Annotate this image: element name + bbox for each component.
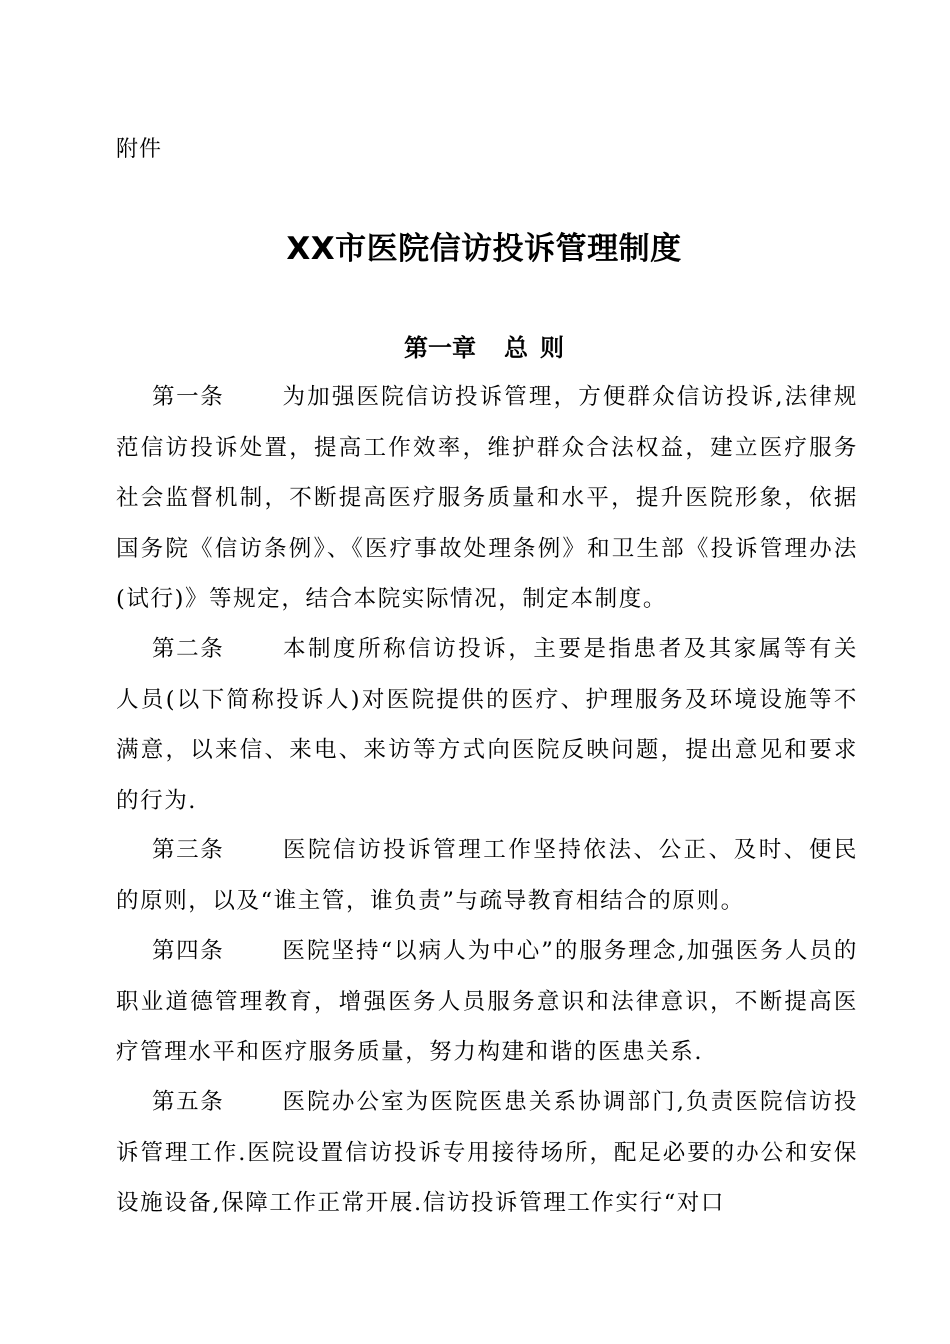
chapter-name-part1: 总 bbox=[504, 334, 528, 362]
chapter-number: 第一章 bbox=[404, 334, 476, 362]
chapter-name-part2: 则 bbox=[540, 334, 564, 362]
article-text: 医院办公室为医院医患关系协调部门,负责医院信访投诉管理工作.医院设置信访投诉专用接待场所，配足必要的办公和安保设施设备,保障工作正常开展.信访投诉管理工作实行“对口 bbox=[116, 1089, 858, 1216]
article-number: 第一条 bbox=[152, 384, 225, 410]
article-number: 第二条 bbox=[152, 636, 225, 662]
article-text: 医院信访投诉管理工作坚持依法、公正、及时、便民的原则，以及“谁主管，谁负责”与疏导教育相结合的原则。 bbox=[116, 837, 858, 914]
article-text: 本制度所称信访投诉，主要是指患者及其家属等有关人员(以下简称投诉人)对医院提供的医疗、护理服务及环境设施等不满意，以来信、来电、来访等方式向医院反映问题，提出意见和要求的行为. bbox=[116, 636, 858, 814]
article-5 bbox=[116, 1077, 858, 1229]
document-title: XX市医院信访投诉管理制度 bbox=[286, 231, 682, 267]
article-3 bbox=[116, 825, 858, 926]
article-text: 医院坚持“以病人为中心”的服务理念,加强医务人员的职业道德管理教育，增强医务人员服务意识和法律意识，不断提高医疗管理水平和医疗服务质量，努力构建和谐的医患关系. bbox=[116, 938, 858, 1065]
article-2 bbox=[116, 624, 858, 826]
chapter-heading bbox=[0, 330, 950, 366]
article-number: 第五条 bbox=[152, 1089, 225, 1115]
article-number: 第三条 bbox=[152, 837, 225, 863]
article-text: 为加强医院信访投诉管理，方便群众信访投诉,法律规范信访投诉处置，提高工作效率，维护群众合法权益，建立医疗服务社会监督机制，不断提高医疗服务质量和水平，提升医院形象，依据国务院《信访条例》、《医疗事故处理条例》和卫生部《投诉管理办法(试行)》等规定，结合本院实际情况，制定本制度。 bbox=[116, 384, 858, 612]
article-number: 第四条 bbox=[152, 938, 225, 964]
article-4 bbox=[116, 926, 858, 1078]
attachment-label: 附件 bbox=[116, 137, 163, 162]
article-1 bbox=[116, 372, 858, 625]
